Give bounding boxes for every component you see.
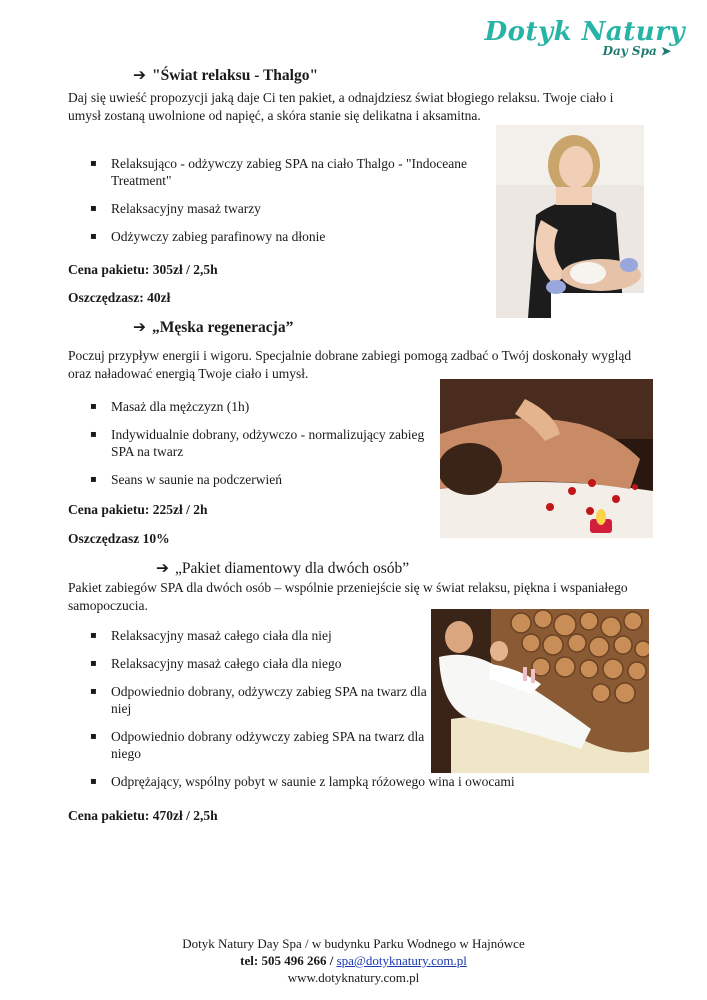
footer-website[interactable]: www.dotyknatury.com.pl: [287, 970, 420, 985]
section-2-title: ➔ „Męska regeneracja”: [133, 318, 294, 336]
list-item: ▪ Relaksacyjny masaż twarzy: [68, 200, 493, 217]
section-3-intro: Pakiet zabiegów SPA dla dwóch osób – wspólnie przeniejście się w świat relaksu, piękna i wspaniałego samopoczucia.: [68, 580, 628, 613]
list-item: ▪ Relaksująco - odżywczy zabieg SPA na ciało Thalgo - "Indoceane Treatment": [68, 155, 493, 189]
section-2-list: [68, 398, 438, 499]
arrow-right-icon: ➔: [133, 66, 146, 84]
arrow-right-icon: ➔: [156, 559, 169, 577]
list-item: ▪ Relaksacyjny masaż całego ciała dla niego: [68, 655, 628, 672]
woman-receiving-facial-photo: [496, 125, 644, 318]
section-1-saving: Oszczędzasz: 40zł: [68, 290, 171, 305]
section-3-price: Cena pakietu: 470zł / 2,5h: [68, 808, 218, 823]
footer-phone: tel: 505 496 266 /: [240, 953, 334, 968]
section-2-price: Cena pakietu: 225zł / 2h: [68, 502, 208, 517]
footer-contact: [0, 952, 707, 969]
footer: [0, 935, 707, 986]
section-2-intro: Poczuj przypływ energii i wigoru. Specjalnie dobrane zabiegi pomogą zadbać o Twój doskonały wygląd oraz naładować energią Twoje ciało i umysł.: [68, 348, 632, 381]
couple-relaxing-loungers-photo: [431, 609, 649, 773]
list-item: ▪ Odpowiednio dobrany odżywczy zabieg SPA na twarz dla niego: [68, 728, 431, 762]
section-1-list: [68, 155, 493, 256]
section-1-title: ➔ "Świat relaksu - Thalgo": [133, 66, 319, 84]
email-link[interactable]: spa@dotyknatury.com.pl: [336, 953, 467, 968]
list-item: ▪ Masaż dla mężczyzn (1h): [68, 398, 438, 415]
list-item: ▪ Indywidualnie dobrany, odżywczo - normalizujący zabieg SPA na twarz: [68, 426, 438, 460]
section-1-price: Cena pakietu: 305zł / 2,5h: [68, 262, 218, 277]
list-item: ▪ Odpowiednio dobrany, odżywczy zabieg SPA na twarz dla niej: [68, 683, 431, 717]
section-2-saving: Oszczędzasz 10%: [68, 531, 170, 546]
arrow-right-icon: ➔: [133, 318, 146, 336]
logo-sub-text: Day Spa ➤: [602, 44, 671, 58]
footer-address: Dotyk Natury Day Spa / w budynku Parku Wodnego w Hajnówce: [182, 936, 525, 951]
logo-main-text: Dotyk Natury: [484, 17, 685, 47]
list-item: ▪ Seans w saunie na podczerwień: [68, 471, 438, 488]
list-item: ▪ Odżywczy zabieg parafinowy na dłonie: [68, 228, 493, 245]
section-1-intro: Daj się uwieść propozycji jaką daje Ci ten pakiet, a odnajdziesz świat błogiego relaksu. Twoje ciało i umysł zostaną uwolnione od napięć, a skóra stanie się delikatna i aksamitna.: [68, 90, 614, 123]
list-item: ▪ Relaksacyjny masaż całego ciała dla niej: [68, 627, 628, 644]
brand-logo: [485, 18, 685, 58]
man-back-massage-photo: [440, 379, 653, 538]
section-3-title: ➔ „Pakiet diamentowy dla dwóch osób”: [156, 559, 410, 577]
list-item: ▪ Odprężający, wspólny pobyt w saunie z lampką różowego wina i owocami: [68, 773, 628, 790]
